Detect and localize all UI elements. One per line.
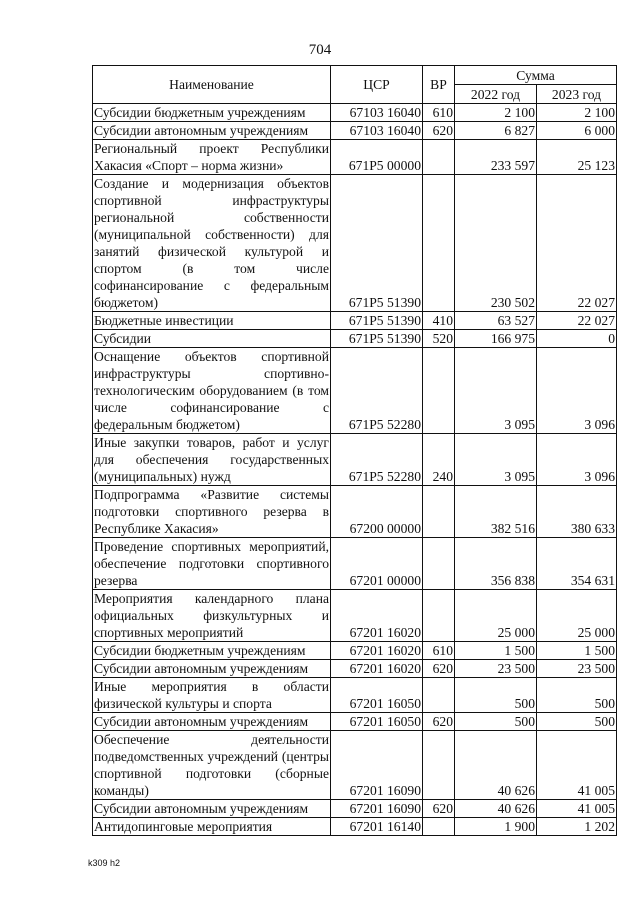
row-csr: 67201 16140 <box>331 818 423 836</box>
table-row <box>93 348 617 434</box>
budget-table <box>92 65 617 836</box>
table-row <box>93 122 617 140</box>
page-number: 704 <box>308 42 332 58</box>
row-amount-2022: 6 827 <box>455 122 537 140</box>
row-vr: 410 <box>423 312 455 330</box>
row-csr: 671P5 52280 <box>331 348 423 434</box>
row-amount-2023: 41 005 <box>537 800 617 818</box>
row-amount-2023: 25 123 <box>537 140 617 175</box>
row-vr <box>423 538 455 590</box>
row-vr: 610 <box>423 642 455 660</box>
row-amount-2023: 22 027 <box>537 175 617 312</box>
table-row <box>93 538 617 590</box>
row-vr: 520 <box>423 330 455 348</box>
row-name: Региональный проект Республики Хакасия «Спорт – норма жизни» <box>94 141 329 173</box>
row-amount-2023: 6 000 <box>537 122 617 140</box>
row-csr: 67200 00000 <box>331 486 423 538</box>
row-name: Субсидии автономным учреждениям <box>93 122 331 140</box>
footer-code: k309 h2 <box>88 858 121 868</box>
row-amount-2022: 1 500 <box>455 642 537 660</box>
row-amount-2023: 0 <box>537 330 617 348</box>
row-csr: 671P5 51390 <box>331 330 423 348</box>
row-name: Антидопинговые мероприятия <box>93 818 331 836</box>
row-name: Оснащение объектов спортивной инфраструктуры спортивно-технологическим оборудованием (в том числе софинансирование с федеральным бюджетом) <box>94 349 329 432</box>
row-name: Субсидии бюджетным учреждениям <box>93 642 331 660</box>
row-name: Субсидии <box>93 330 331 348</box>
table-body <box>93 104 617 836</box>
row-vr <box>423 175 455 312</box>
table-row <box>93 104 617 122</box>
header-csr: ЦСР <box>331 66 423 104</box>
row-amount-2023: 380 633 <box>537 486 617 538</box>
row-name: Проведение спортивных мероприятий, обеспечение подготовки спортивного резерва <box>94 539 329 588</box>
row-amount-2023: 1 500 <box>537 642 617 660</box>
row-amount-2022: 230 502 <box>455 175 537 312</box>
row-vr: 620 <box>423 660 455 678</box>
row-name: Иные закупки товаров, работ и услуг для обеспечения государственных (муниципальных) нужд <box>94 435 329 484</box>
row-name: Субсидии автономным учреждениям <box>93 660 331 678</box>
row-amount-2023: 2 100 <box>537 104 617 122</box>
row-name: Бюджетные инвестиции <box>93 312 331 330</box>
row-amount-2022: 1 900 <box>455 818 537 836</box>
row-csr: 671P5 51390 <box>331 175 423 312</box>
row-name: Создание и модернизация объектов спортивной инфраструктуры региональной собственности (муниципальной собственности) для занятий физической культурой и спортом (в том числе софинансирование с федеральным бюджетом) <box>94 176 329 310</box>
row-csr: 671P5 52280 <box>331 434 423 486</box>
row-name: Субсидии бюджетным учреждениям <box>93 104 331 122</box>
table-row <box>93 800 617 818</box>
table-row <box>93 486 617 538</box>
row-csr: 67201 16050 <box>331 678 423 713</box>
row-vr <box>423 140 455 175</box>
table-row <box>93 175 617 312</box>
table-row <box>93 678 617 713</box>
row-name: Субсидии автономным учреждениям <box>93 800 331 818</box>
row-amount-2022: 166 975 <box>455 330 537 348</box>
row-amount-2023: 500 <box>537 678 617 713</box>
row-name: Субсидии автономным учреждениям <box>93 713 331 731</box>
row-csr: 67201 16020 <box>331 660 423 678</box>
row-vr <box>423 590 455 642</box>
row-amount-2023: 22 027 <box>537 312 617 330</box>
table-row <box>93 140 617 175</box>
row-vr <box>423 731 455 800</box>
row-vr <box>423 818 455 836</box>
table-row <box>93 434 617 486</box>
row-name: Иные мероприятия в области физической культуры и спорта <box>94 679 329 711</box>
row-amount-2022: 2 100 <box>455 104 537 122</box>
row-amount-2023: 1 202 <box>537 818 617 836</box>
row-amount-2022: 25 000 <box>455 590 537 642</box>
row-amount-2022: 382 516 <box>455 486 537 538</box>
row-csr: 671P5 51390 <box>331 312 423 330</box>
row-amount-2023: 41 005 <box>537 731 617 800</box>
row-vr: 620 <box>423 800 455 818</box>
table-row <box>93 660 617 678</box>
row-amount-2022: 233 597 <box>455 140 537 175</box>
header-sum: Сумма <box>455 66 617 85</box>
table-row <box>93 312 617 330</box>
header-vr: ВР <box>423 66 455 104</box>
header-year-2023: 2023 год <box>537 85 617 104</box>
table-row <box>93 818 617 836</box>
table-row <box>93 713 617 731</box>
row-vr: 620 <box>423 122 455 140</box>
row-amount-2022: 23 500 <box>455 660 537 678</box>
row-amount-2023: 3 096 <box>537 434 617 486</box>
row-amount-2023: 500 <box>537 713 617 731</box>
row-amount-2022: 500 <box>455 678 537 713</box>
row-vr: 240 <box>423 434 455 486</box>
header-year-2022: 2022 год <box>455 85 537 104</box>
row-amount-2022: 40 626 <box>455 800 537 818</box>
row-name: Подпрограмма «Развитие системы подготовки спортивного резерва в Республике Хакасия» <box>94 487 329 536</box>
row-csr: 67201 00000 <box>331 538 423 590</box>
row-amount-2023: 25 000 <box>537 590 617 642</box>
row-amount-2022: 63 527 <box>455 312 537 330</box>
row-csr: 67103 16040 <box>331 104 423 122</box>
row-amount-2023: 3 096 <box>537 348 617 434</box>
row-amount-2022: 356 838 <box>455 538 537 590</box>
row-csr: 67201 16090 <box>331 800 423 818</box>
row-vr <box>423 678 455 713</box>
row-csr: 67201 16020 <box>331 590 423 642</box>
table-row <box>93 330 617 348</box>
row-csr: 67201 16090 <box>331 731 423 800</box>
row-csr: 67103 16040 <box>331 122 423 140</box>
row-name: Обеспечение деятельности подведомственных учреждений (центры спортивной подготовки (сборные команды) <box>94 732 329 798</box>
row-vr <box>423 486 455 538</box>
row-amount-2022: 3 095 <box>455 348 537 434</box>
table-row <box>93 731 617 800</box>
row-amount-2022: 3 095 <box>455 434 537 486</box>
row-amount-2022: 500 <box>455 713 537 731</box>
row-name: Мероприятия календарного плана официальных физкультурных и спортивных мероприятий <box>94 591 329 640</box>
row-amount-2022: 40 626 <box>455 731 537 800</box>
row-csr: 67201 16050 <box>331 713 423 731</box>
row-amount-2023: 23 500 <box>537 660 617 678</box>
row-csr: 67201 16020 <box>331 642 423 660</box>
table-row <box>93 590 617 642</box>
row-amount-2023: 354 631 <box>537 538 617 590</box>
row-vr: 610 <box>423 104 455 122</box>
row-csr: 671P5 00000 <box>331 140 423 175</box>
row-vr <box>423 348 455 434</box>
header-name: Наименование <box>93 66 331 104</box>
table-row <box>93 642 617 660</box>
row-vr: 620 <box>423 713 455 731</box>
